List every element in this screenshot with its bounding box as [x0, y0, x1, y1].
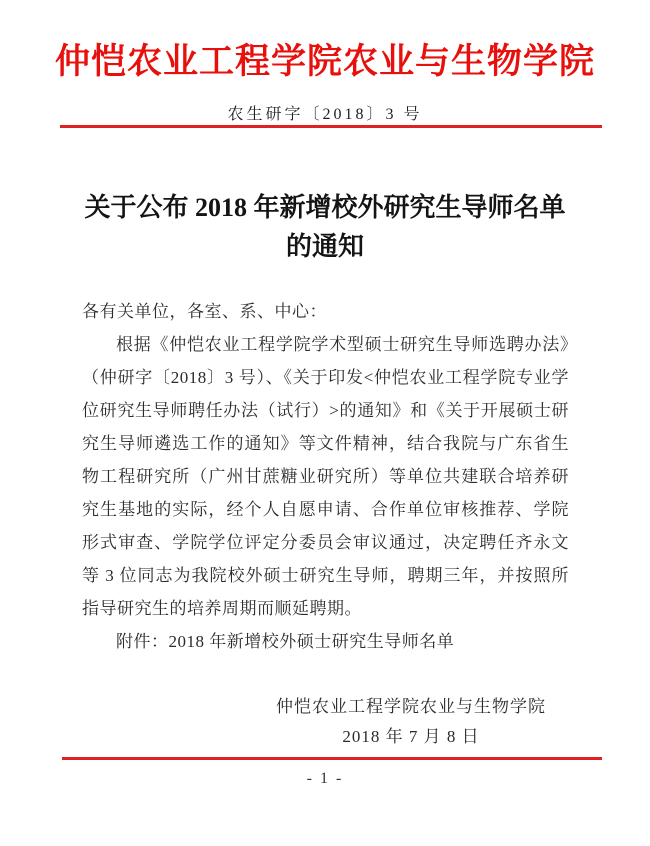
signature-unit: 仲恺农业工程学院农业与生物学院 — [276, 697, 546, 716]
header-divider-line — [60, 125, 602, 128]
issuing-authority-header: 仲恺农业工程学院农业与生物学院 — [54, 42, 595, 81]
page-number: - 1 - — [306, 770, 344, 787]
notice-body — [82, 295, 569, 658]
notice-title-line-2: 的通知 — [285, 232, 364, 261]
signature-date: 2018 年 7 月 8 日 — [342, 727, 480, 746]
footer-divider-line — [62, 757, 602, 760]
notice-title — [60, 188, 590, 266]
signature-block — [276, 692, 546, 752]
salutation: 各有关单位，各室、系、中心： — [82, 302, 327, 321]
document-number: 农生研字〔2018〕3 号 — [227, 106, 423, 123]
attachment-line: 附件：2018 年新增校外硕士研究生导师名单 — [116, 632, 455, 651]
body-paragraph: 根据《仲恺农业工程学院学术型硕士研究生导师选聘办法》（仲研字〔2018〕3 号）、《关于印发<仲恺农业工程学院专业学位研究生导师聘任办法（试行）>的通知》和《关于开展硕士研究生导师遴选工作的通知》等文件精神，结合我院与广东省生物工程研究所（广州甘蔗糖业研究所）等单位共建联合培养研究生基地的实际，经个人自愿申请、合作单位审核推荐、学院形式审查、学院学位评定分委员会审议通过，决定聘任齐永文等 3 位同志为我院校外硕士研究生导师，聘期三年，并按照所指导研究生的培养周期而顺延聘期。 — [82, 335, 569, 618]
notice-title-line-1: 关于公布 2018 年新增校外研究生导师名单 — [84, 193, 566, 222]
